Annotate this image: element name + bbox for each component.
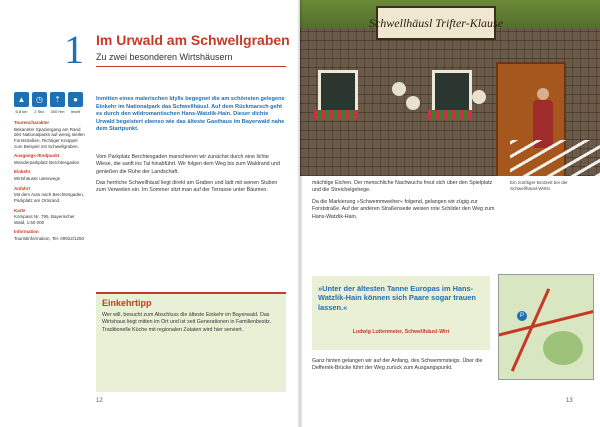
page-number-left: 12 xyxy=(96,398,103,404)
tip-text: Wer will, besucht zum Abschluss die älteste Einkehr im Bayerwald. Das Wirtshaus liegt mitten im Ort und ist seit Generationen in Familienbesitz. Traditionelle Küche mit regionalen Zutaten wird hier serviert. xyxy=(102,312,272,333)
photo-antler xyxy=(472,90,486,104)
chapter-subtitle: Zu zwei besonderen Wirtshäusern xyxy=(96,52,233,62)
chapter-title: Im Urwald am Schwellgraben xyxy=(96,32,290,48)
sidebar-text: Touristinformation, Tel. 09922/1250 xyxy=(14,236,84,241)
icon-labels xyxy=(14,109,86,114)
difficulty-icon: ● xyxy=(68,92,83,107)
clock-icon: ◷ xyxy=(32,92,47,107)
sidebar-heading: Anfahrt xyxy=(14,185,30,191)
body-paragraph: mächtige Eichen. Der menschliche Nachwuchs freut sich über den Spielplatz und die Streichelgehege. xyxy=(312,180,493,194)
tip-box xyxy=(96,292,286,392)
icon-label: leicht xyxy=(70,109,81,114)
book-gutter xyxy=(297,0,303,427)
photo-window xyxy=(318,70,358,114)
inn-sign: Schwellhäusl Trifter-Klause xyxy=(376,6,496,40)
intro-paragraph: Inmitten eines malerischen Idylls begegnet die am schönsten gelegene Einkehr im Nationalpark das Schwellhäusl. Auf dem Rückmarsch geht es durch den wildromantischen Hans-Watzlik-Hain. Dieser dichte Urwald begeistert ebenso wie das älteste Gasthaus im Bayerwald nahe dem Startpunkt. xyxy=(96,96,285,133)
title-rule xyxy=(96,66,286,67)
photo-antler xyxy=(406,96,420,110)
photo-window xyxy=(432,70,472,114)
icon-label: 6,8 km xyxy=(15,109,28,114)
route-map xyxy=(498,274,594,380)
sidebar-text: Bekannter Spaziergang am Rand des Nationalparks auf wenig steilen Forststraßen. Richtiger Knüppel zum Beispiel mit Schwellgraben. xyxy=(14,126,85,149)
photo-flower-box xyxy=(314,110,358,120)
sidebar-heading: Ausgangs-/Endpunkt xyxy=(14,153,60,159)
photo-person-head xyxy=(537,88,549,100)
right-bottom-text: Ganz hinten gelangen wir auf der Anfang, des Schwemmsteigs. Über die Deffernik-Brücke führt der Weg zurück zum Ausgangspunkt. xyxy=(312,358,483,372)
body-paragraph: Vom Parkplatz Berchtesgaden marschieren wir zunächst durch eine lichte Wiese, die sanft ins Tal hinabführt. Wir folgen dem Weg bis zum Waldrand und genießen die Ruhe der Landschaft. xyxy=(96,154,280,175)
map-forest-area xyxy=(543,331,583,365)
sidebar-heading: Karte xyxy=(14,207,26,213)
tip-title: Einkehrtipp xyxy=(102,298,152,308)
body-text xyxy=(96,154,286,198)
sidebar-text: Mit dem Auto nach Berchtesgaden, Parkplatz am Ortsrand. xyxy=(14,192,85,203)
elevation-icon: ⇡ xyxy=(50,92,65,107)
body-paragraph: Das herrliche Schwellhäusl liegt direkt am Graben und lädt mit seinen Stuben zum Verweilen ein. Im Sommer sitzt man auf der Terrasse unter Bäumen. xyxy=(96,179,278,194)
photo-flower-box xyxy=(428,110,472,120)
right-page xyxy=(300,0,600,427)
map-start-marker-icon: P xyxy=(517,311,527,321)
sidebar-text: Kompass Nr. 795, Bayerischer Wald, 1:50 000 xyxy=(14,214,75,225)
photo-person xyxy=(532,88,554,148)
right-body-text xyxy=(312,180,500,225)
photo-antler xyxy=(392,82,406,96)
body-paragraph: Da die Markierung »Schwemmweiher« folgend, gelangen wir zügig zur Forststraße. Auf der anderen Straßenseite weisen rote Schilder den Weg zum Hans-Watzlik-Hain. xyxy=(312,198,495,220)
sidebar-heading: Information xyxy=(14,229,39,235)
sidebar-text: Wirtshäuser unterwegs xyxy=(14,176,61,181)
icon-row xyxy=(14,92,86,107)
icon-label: 2 Std. xyxy=(34,109,45,114)
info-sidebar xyxy=(14,92,86,242)
quote-source: Ludwig Luttenmeier, Schwellhäusl-Wirt xyxy=(352,329,450,335)
quote-text: »Unter der ältesten Tanne Europas im Hans-Watzlik-Hain können sich Paare sogar trauen lassen.« xyxy=(318,284,476,312)
quote-box xyxy=(312,276,490,350)
icon-label: 300 Hm xyxy=(50,109,65,114)
photo-railing xyxy=(510,140,600,176)
sidebar-heading: Tourencharakter xyxy=(14,120,50,125)
hiker-icon: ▲ xyxy=(14,92,29,107)
photo-caption: Ein zünftiger Brotzeit bei der Schwellhäusl-Wirtin xyxy=(510,180,568,191)
chapter-number: 1 xyxy=(64,27,84,72)
sidebar-heading: Einkehr xyxy=(14,169,31,175)
map-route-line xyxy=(498,307,594,339)
inn-photo xyxy=(300,0,600,176)
sidebar-text: Wanderparkplatz Berchtesgaden xyxy=(14,159,80,165)
page-number-right: 13 xyxy=(566,398,573,404)
